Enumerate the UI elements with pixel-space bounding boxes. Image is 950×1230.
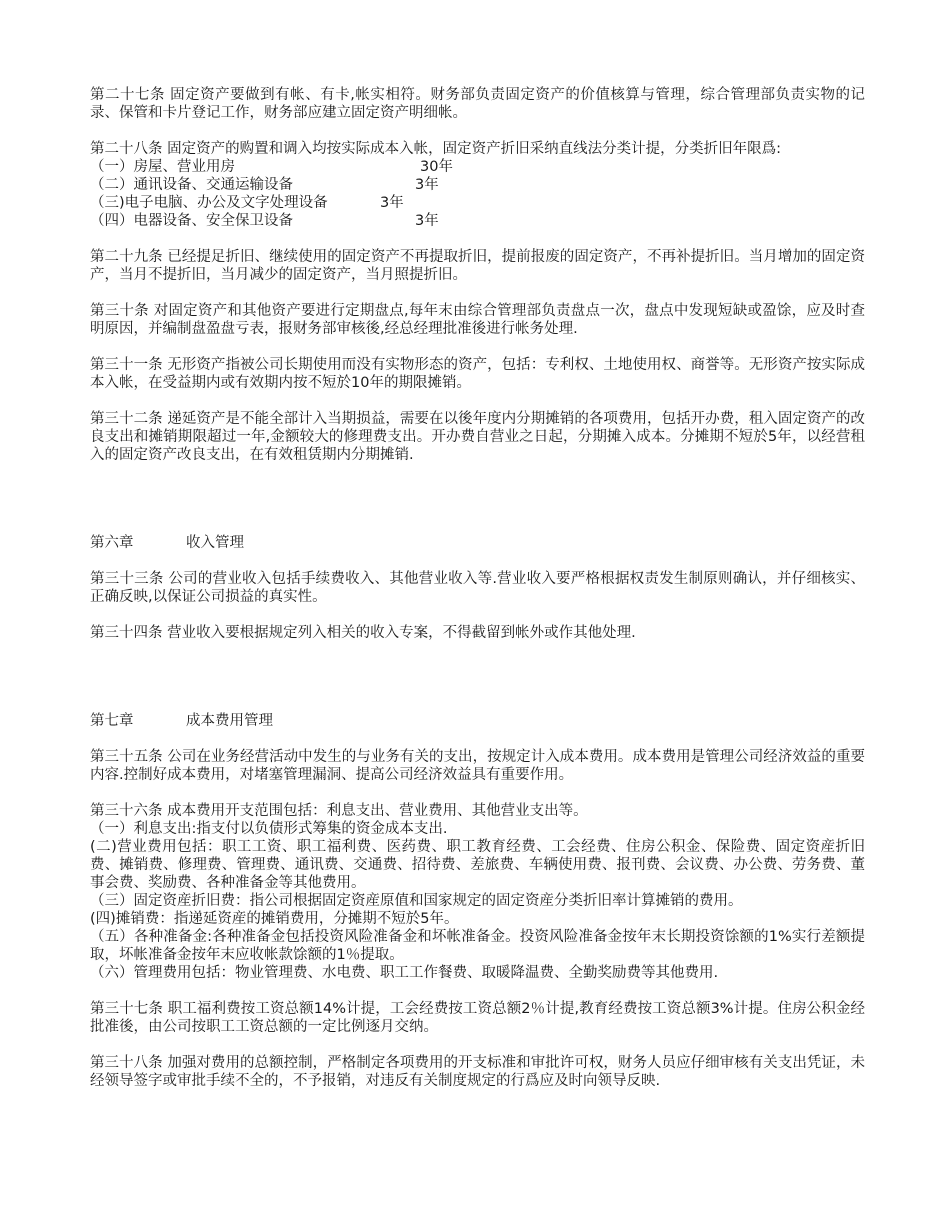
depreciation-row	[90, 176, 865, 194]
article-35: 第三十五条 公司在业务经营活动中发生的与业务有关的支出，按规定计入成本费用。成本费用是管理公司经济效益的重要内容.控制好成本费用，对堵塞管理漏洞、提高公司经济效益具有重要作用。	[90, 749, 865, 783]
article-27: 第二十七条 固定资产要做到有帐、有卡,帐实相符。财务部负责固定资产的价值核算与管理，综合管理部负责实物的记录、保管和卡片登记工作，财务部应建立固定资产明细帐。	[90, 87, 865, 121]
article-32: 第三十二条 递延资产是不能全部计入当期损益，需要在以後年度内分期摊销的各项费用，包括开办费，租入固定资产的改良支出和摊销期限超过一年,金额较大的修理费支出。开办费自营业之日起，分期摊入成本。分摊期不短於5年，以经营租入的固定资产改良支出，在有效租赁期内分期摊销.	[90, 411, 865, 463]
depreciation-years: 3年	[380, 195, 404, 211]
depreciation-row	[90, 194, 865, 212]
article-30: 第三十条 对固定资产和其他资产要进行定期盘点,每年末由综合管理部负责盘点一次，盘点中发现短缺或盈馀，应及时查明原因，并编制盘盈盘亏表，报财务部审核後,经总经理批准後进行帐务处理.	[90, 303, 865, 337]
expense-item: (四)摊销费：指递延资産的摊销费用，分摊期不短於5年。	[90, 911, 459, 927]
chapter-number: 第六章	[90, 535, 134, 551]
expense-item: （一）利息支出:指支付以负债形式筹集的资金成本支出.	[90, 821, 448, 837]
section-spacer	[90, 660, 865, 712]
article-38: 第三十八条 加强对费用的总额控制，严格制定各项费用的开支标准和审批许可权，财务人员应仔细审核有关支出凭证，未经领导签字或审批手续不全的，不予报销，对违反有关制度规定的行爲应及时向领导反映.	[90, 1055, 865, 1089]
depreciation-years: 30年	[420, 159, 453, 175]
article-31: 第三十一条 无形资产指被公司长期使用而没有实物形态的资产，包括：专利权、土地使用权、商誉等。无形资产按实际成本入帐，在受益期内或有效期内按不短於10年的期限摊销。	[90, 357, 865, 391]
expense-item: (二)营业费用包括：职工工资、职工福利费、医药费、职工教育经费、工会经费、住房公积金、保险费、固定资産折旧费、摊销费、修理费、管理费、通讯费、交通费、招待费、差旅费、车辆使用费、报刊费、会议费、办公费、劳务费、董事会费、奖励费、各种准备金等其他费用。	[90, 839, 865, 891]
article-28-intro: 第二十八条 固定资产的购置和调入均按实际成本入帐，固定资产折旧采纳直线法分类计提，分类折旧年限爲:	[90, 141, 781, 157]
depreciation-row	[90, 212, 865, 230]
article-34: 第三十四条 营业收入要根据规定列入相关的收入专案，不得截留到帐外或作其他处理.	[90, 625, 636, 641]
expense-item: （六）管理费用包括：物业管理费、水电费、职工工作餐费、取暖降温费、全勤奖励费等其他费用.	[90, 965, 719, 981]
depreciation-category: （三)电子电脑、办公及文字处理设备	[90, 195, 328, 211]
article-29: 第二十九条 已经提足折旧、继续使用的固定资产不再提取折旧，提前报废的固定资产，不再补提折旧。当月增加的固定资产，当月不提折旧，当月减少的固定资产，当月照提折旧。	[90, 249, 865, 283]
section-spacer	[90, 482, 865, 534]
depreciation-category: （一）房屋、营业用房	[90, 159, 235, 175]
chapter-7-heading	[90, 712, 865, 730]
chapter-title: 收入管理	[186, 535, 244, 551]
chapter-number: 第七章	[90, 713, 134, 729]
article-37: 第三十七条 职工福利费按工资总额14%计提，工会经费按工资总额2％计提,教育经费按工资总额3%计提。住房公积金经批准後，由公司按职工工资总额的一定比例逐月交纳。	[90, 1001, 865, 1035]
document-body	[90, 86, 865, 1108]
chapter-6-heading	[90, 534, 865, 552]
chapter-title: 成本费用管理	[186, 713, 273, 729]
article-36-intro: 第三十六条 成本费用开支范围包括：利息支出、营业费用、其他营业支出等。	[90, 803, 588, 819]
depreciation-years: 3年	[415, 177, 439, 193]
depreciation-category: （二）通讯设备、交通运输设备	[90, 177, 293, 193]
depreciation-row	[90, 158, 865, 176]
depreciation-category: （四）电器设备、安全保卫设备	[90, 213, 293, 229]
expense-item: （五）各种准备金:各种准备金包括投资风险准备金和坏帐准备金。投资风险准备金按年末长期投资馀额的1%实行差额提取，坏帐准备金按年末应收帐款馀额的1％提取。	[90, 929, 865, 963]
expense-item: （三）固定资産折旧费：指公司根据固定资産原值和国家规定的固定资産分类折旧率计算摊销的费用。	[90, 893, 743, 909]
article-36	[90, 802, 865, 982]
depreciation-years: 3年	[415, 213, 439, 229]
article-33: 第三十三条 公司的营业收入包括手续费收入、其他营业收入等.营业收入要严格根据权责发生制原则确认，并仔细核实、正确反映,以保证公司损益的真实性。	[90, 571, 865, 605]
article-28	[90, 140, 865, 230]
